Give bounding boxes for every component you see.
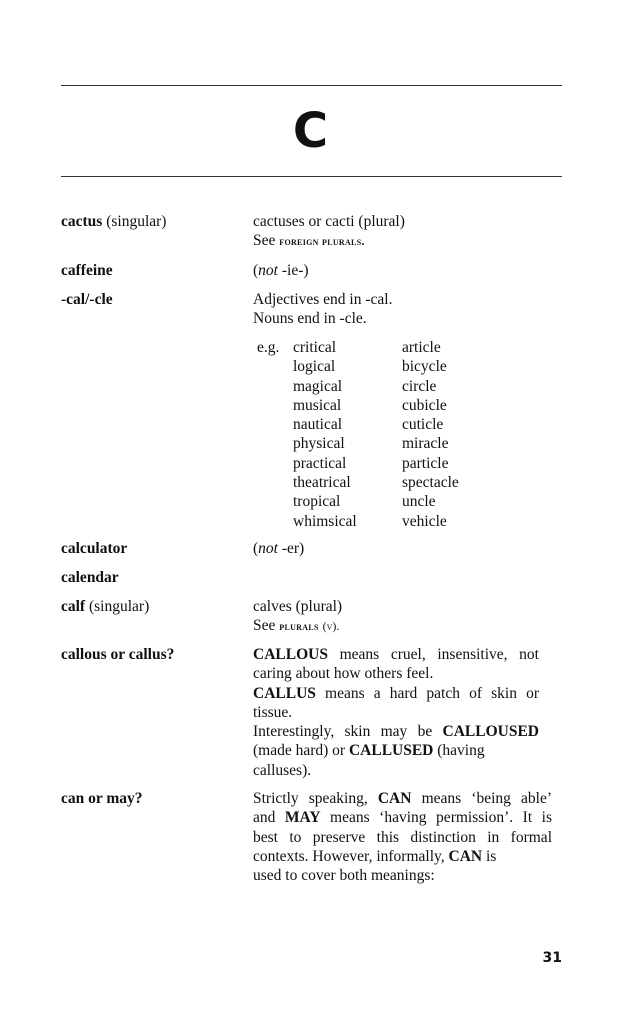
def-line: Adjectives end in -cal.	[253, 291, 393, 308]
entry-term-calendar	[61, 568, 119, 587]
term-qualifier: (singular)	[88, 598, 150, 615]
top-rule	[61, 85, 562, 86]
adjective-item: practical	[293, 454, 347, 472]
noun-item: cuticle	[402, 416, 444, 434]
entry-term-can-may	[61, 789, 143, 808]
noun-item: particle	[402, 454, 449, 472]
noun-item: circle	[402, 377, 437, 395]
bottom-rule	[61, 176, 562, 177]
term-word: -cal/-cle	[61, 291, 113, 308]
term-word: callous or callus?	[61, 646, 175, 663]
entry-term-calf	[61, 597, 149, 616]
entry-term-cactus	[61, 212, 166, 231]
noun-list	[402, 338, 459, 531]
adjective-item: physical	[293, 435, 345, 453]
term-word: calf	[61, 598, 86, 615]
entry-term-calculator	[61, 539, 127, 558]
def-line: calves (plural)	[253, 598, 343, 615]
page-number: 31	[542, 950, 562, 966]
entry-def-calf	[253, 597, 553, 637]
noun-item: miracle	[402, 435, 449, 453]
term-word: caffeine	[61, 262, 113, 279]
term-word: calculator	[61, 540, 128, 557]
entry-def-caffeine: (not -ie-)	[253, 262, 309, 279]
adjective-item: logical	[293, 358, 336, 376]
section-letter: C	[292, 103, 329, 159]
term-word: cactus	[61, 213, 103, 230]
entry-term-callous-callus	[61, 645, 174, 664]
noun-item: spectacle	[402, 474, 459, 492]
adjective-item: nautical	[293, 416, 343, 434]
entry-term-caffeine	[61, 261, 113, 280]
entry-def-calculator: (not -er)	[253, 540, 305, 557]
see-reference: See plurals (v).	[253, 617, 340, 635]
adjective-item: musical	[293, 396, 342, 414]
entry-def-cactus	[253, 212, 553, 252]
term-qualifier: (singular)	[106, 213, 167, 230]
adjective-item: critical	[293, 339, 337, 356]
eg-label: e.g.	[257, 339, 280, 356]
def-line: Nouns end in -cle.	[253, 310, 367, 328]
adjective-item: magical	[293, 377, 343, 395]
noun-item: bicycle	[402, 358, 447, 376]
entry-def-can-may: Strictly speaking, CAN means ‘being able’ and MAY means ‘having permission’. It is best to preserve this distinction in formal contexts. However, informally, CAN is used to cover both meanings:	[253, 790, 552, 885]
adjective-item: whimsical	[293, 512, 357, 530]
entry-def-cal-cle	[253, 290, 553, 329]
entry-term-cal-cle	[61, 290, 113, 309]
noun-item: cubicle	[402, 396, 447, 414]
term-word: can or may?	[61, 790, 143, 807]
see-reference: See foreign plurals.	[253, 232, 365, 250]
noun-item: article	[402, 339, 441, 356]
noun-item: uncle	[402, 493, 436, 511]
adjective-item: tropical	[293, 493, 341, 511]
def-line: cactuses or cacti (plural)	[253, 213, 405, 230]
term-word: calendar	[61, 569, 119, 586]
entry-def-callous-callus: CALLOUS means cruel, insensitive, not caring about how others feel. CALLUS means a hard patch of skin or tissue. Interestingly, skin may be CALLOUSED (made hard) or CALLUSED (having calluses).	[253, 646, 539, 779]
adjective-list	[293, 338, 357, 531]
adjective-item: theatrical	[293, 474, 351, 492]
noun-item: vehicle	[402, 512, 447, 530]
